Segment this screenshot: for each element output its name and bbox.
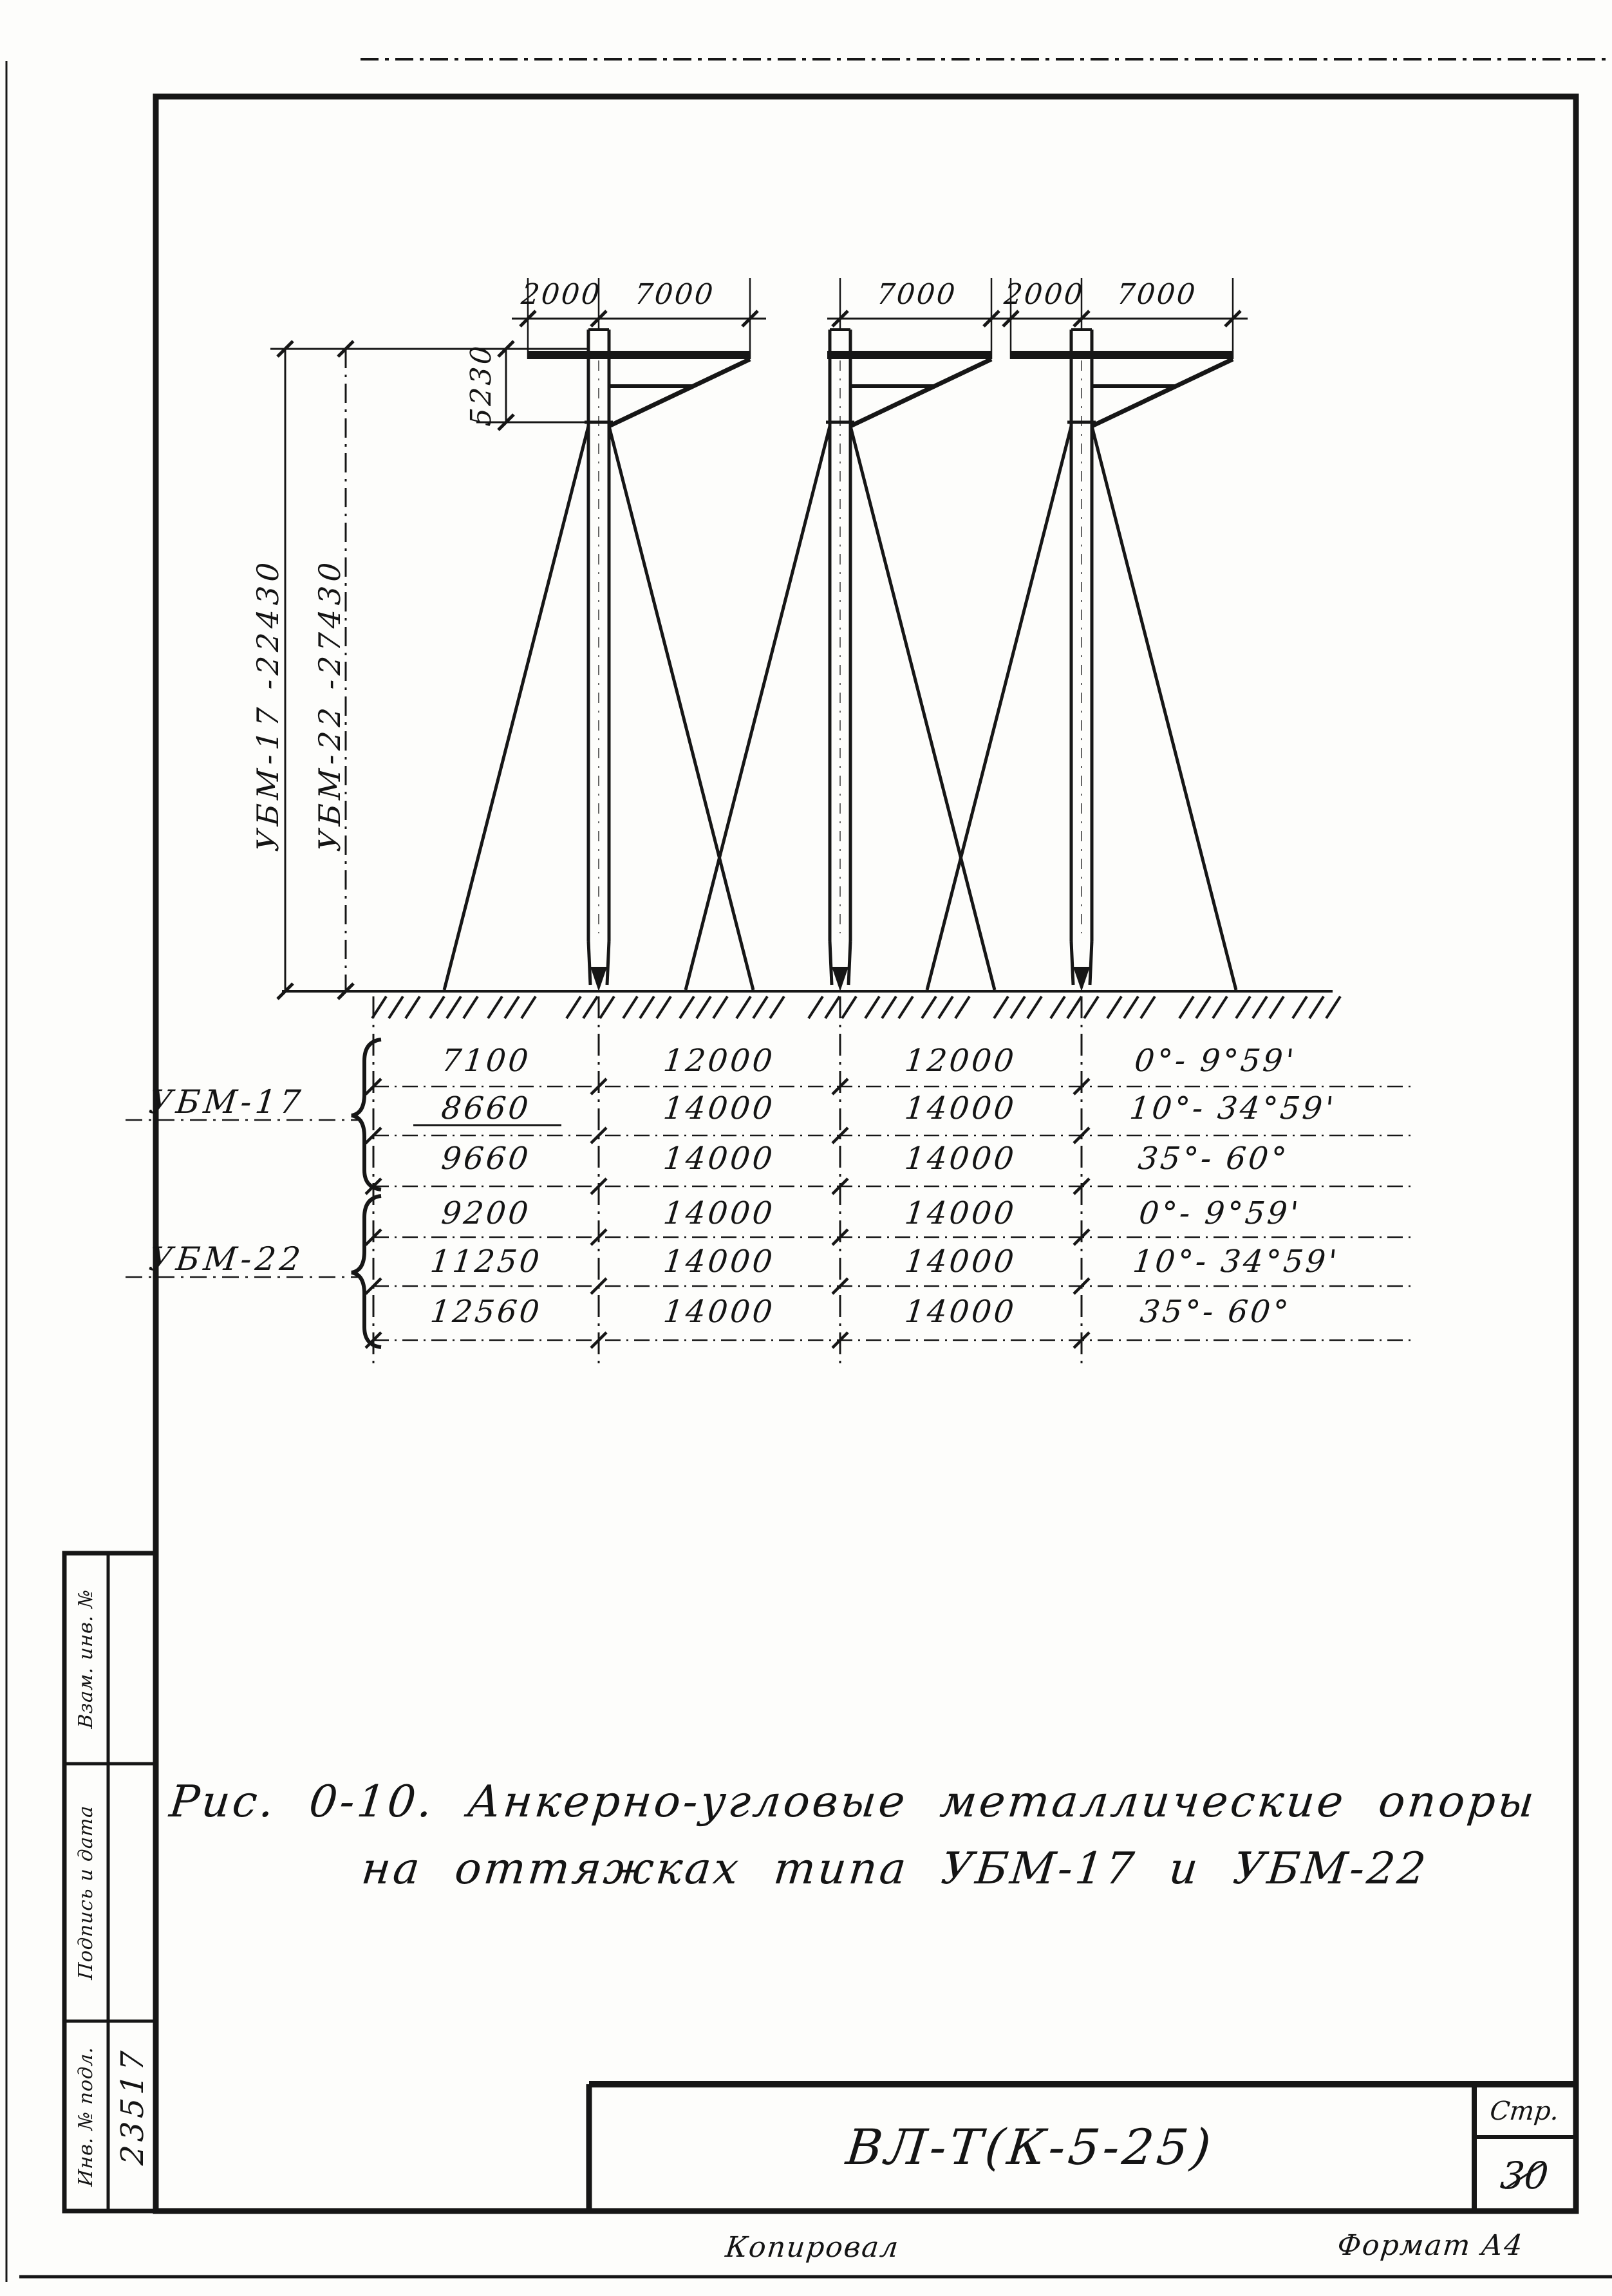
page-number: 30 [1498, 2154, 1551, 2198]
table-cell: 0°- 9°59' [1137, 1195, 1303, 1231]
footer-copied-by: Копировал [724, 2231, 901, 2264]
table-cell: 14000 [661, 1141, 777, 1177]
table-cell: 10°- 34°59' [1128, 1090, 1338, 1126]
table-group-label-ubm17: УБМ-17 [147, 1083, 306, 1121]
tower-3 [927, 330, 1236, 991]
table-cell: 14000 [903, 1090, 1018, 1126]
page-label: Стр. [1488, 2096, 1560, 2126]
sidebar-inventory-number: 23517 [115, 2046, 151, 2167]
brace-ubm17 [351, 1040, 381, 1190]
table-cell: 7100 [439, 1043, 533, 1079]
table-cell: 14000 [903, 1141, 1018, 1177]
dim-tower3-2000: 2000 [1002, 278, 1086, 311]
tower-1 [444, 330, 753, 991]
table-cell: 14000 [661, 1090, 777, 1126]
table-cell: 12000 [661, 1043, 777, 1079]
sidebar-cell-podpis-data: Подпись и дата [75, 1804, 97, 1981]
brace-ubm22 [351, 1196, 381, 1347]
figure-caption-line1: Рис. 0-10. Анкерно-угловые металлические опоры [167, 1777, 1539, 1827]
dim-tower2-7000: 7000 [875, 278, 959, 311]
sidebar-cell-inv-podl: Инв. № подл. [75, 2046, 97, 2187]
table-cell: 0°- 9°59' [1132, 1043, 1298, 1079]
table-cell: 35°- 60° [1138, 1294, 1293, 1330]
table-cell: 14000 [903, 1294, 1018, 1330]
dim-height-ubm17: УБМ-17 -22430 [250, 557, 285, 853]
table-cell: 14000 [661, 1195, 777, 1231]
table-cell: 14000 [661, 1244, 777, 1280]
figure-caption-line2: на оттяжках типа УБМ-17 и УБМ-22 [359, 1843, 1431, 1894]
dim-crossarm-offset: 5230 [465, 342, 498, 427]
table-cell: 9660 [439, 1141, 533, 1177]
dim-tower3-7000: 7000 [1115, 278, 1199, 311]
dim-tower1-7000: 7000 [633, 278, 717, 311]
table-cell: 11250 [428, 1244, 544, 1280]
table-cell: 8660 [439, 1090, 533, 1126]
table-cell: 12560 [428, 1294, 544, 1330]
document-code: ВЛ-Т(К-5-25) [843, 2118, 1217, 2176]
dim-height-ubm22: УБМ-22 -27430 [312, 557, 347, 853]
table-cell: 14000 [661, 1294, 777, 1330]
table-cell: 9200 [439, 1195, 533, 1231]
table-cell: 12000 [903, 1043, 1018, 1079]
table-group-label-ubm22: УБМ-22 [147, 1240, 306, 1278]
ground-hatching [282, 991, 1340, 1018]
table-cell: 35°- 60° [1136, 1141, 1291, 1177]
dim-tower1-2000: 2000 [520, 278, 603, 311]
table-cell: 14000 [903, 1244, 1018, 1280]
footer-format: Формат А4 [1335, 2229, 1526, 2262]
table-cell: 14000 [903, 1195, 1018, 1231]
tower-2 [686, 330, 995, 991]
frame-border [6, 59, 1612, 2282]
table-cell: 10°- 34°59' [1131, 1244, 1341, 1280]
sidebar-cell-vzam-inv: Взам. инв. № [75, 1588, 97, 1730]
